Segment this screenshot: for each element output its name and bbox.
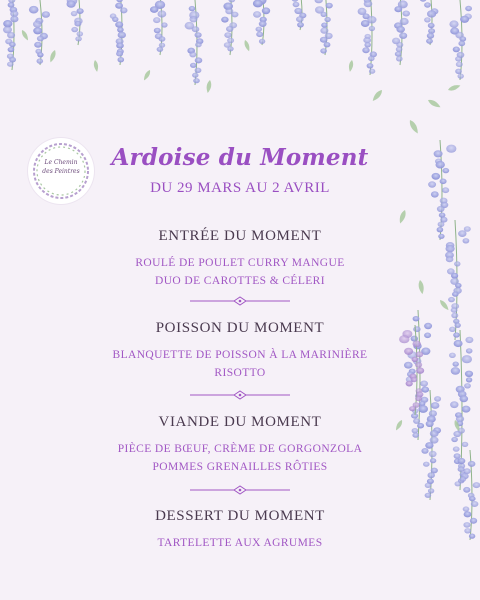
menu-item: DUO DE CAROTTES & CÉLERI	[155, 275, 325, 287]
menu-item: POMMES GRENAILLES RÔTIES	[152, 461, 328, 473]
menu-item: RISOTTO	[214, 367, 266, 379]
logo-line-2: des Peintres	[42, 168, 80, 175]
menu-item: PIÈCE DE BŒUF, CRÈME DE GORGONZOLA	[117, 443, 363, 455]
section-viande	[0, 412, 480, 476]
section-dessert	[0, 506, 480, 552]
menu-title: Ardoise du Moment	[111, 144, 369, 171]
section-title: VIANDE DU MOMENT	[158, 414, 322, 430]
menu-item: TARTELETTE AUX AGRUMES	[157, 537, 323, 549]
section-poisson	[0, 318, 480, 382]
section-title: DESSERT DU MOMENT	[155, 508, 325, 524]
menu-item: ROULÉ DE POULET CURRY MANGUE	[135, 257, 345, 269]
ornament-divider-icon	[190, 485, 290, 495]
menu-item: BLANQUETTE DE POISSON À LA MARINIÈRE	[112, 349, 368, 361]
logo-line-1: Le Chemin	[44, 159, 78, 166]
section-title: ENTRÉE DU MOMENT	[158, 228, 322, 244]
section-title: POISSON DU MOMENT	[155, 320, 325, 336]
menu-dates: DU 29 MARS AU 2 AVRIL	[150, 180, 330, 196]
section-entree	[0, 226, 480, 290]
ornament-divider-icon	[190, 296, 290, 306]
ornament-divider-icon	[190, 390, 290, 400]
